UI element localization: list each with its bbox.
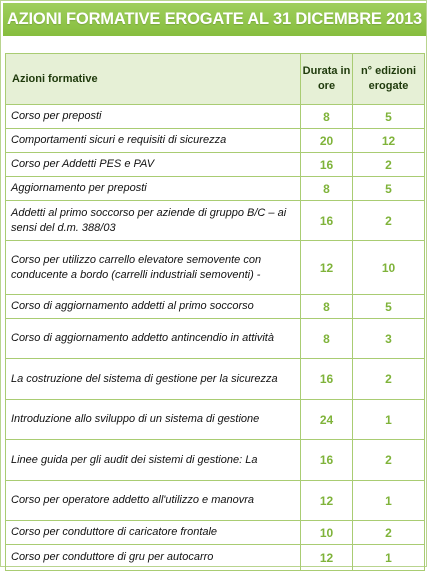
course-editions: 2 (353, 359, 425, 400)
course-name: Corso per preposti (6, 105, 301, 129)
course-hours: 10 (301, 521, 353, 545)
course-name: Comportamenti sicuri e requisiti di sicurezza (6, 129, 301, 153)
table-row (6, 201, 425, 241)
course-editions: 2 (353, 440, 425, 481)
course-editions: 2 (353, 521, 425, 545)
course-editions: 2 (353, 153, 425, 177)
course-hours: 8 (301, 319, 353, 359)
course-editions: 5 (353, 105, 425, 129)
course-editions: 12 (353, 129, 425, 153)
course-hours: 16 (301, 359, 353, 400)
course-name: Introduzione allo sviluppo di un sistema di gestione (6, 400, 301, 440)
title-banner (3, 3, 426, 36)
column-header-actions: Azioni formative (6, 54, 301, 105)
course-editions: 2 (353, 201, 425, 241)
table-row (6, 129, 425, 153)
page-title: AZIONI FORMATIVE EROGATE AL 31 DICEMBRE 2013 (6, 10, 423, 28)
course-hours: 16 (301, 201, 353, 241)
course-editions: 1 (353, 400, 425, 440)
course-hours: 16 (301, 153, 353, 177)
table-header-row (6, 54, 425, 105)
course-hours: 20 (301, 129, 353, 153)
table-row (6, 177, 425, 201)
course-name: Aggiornamento per preposti (6, 177, 301, 201)
course-editions: 5 (353, 295, 425, 319)
column-header-duration: Durata in ore (301, 54, 353, 105)
course-hours: 12 (301, 481, 353, 521)
course-name: Corso di aggiornamento addetti al primo soccorso (6, 295, 301, 319)
course-hours: 8 (301, 105, 353, 129)
table-row (6, 153, 425, 177)
course-hours: 12 (301, 241, 353, 295)
table-row (6, 241, 425, 295)
table-row (6, 481, 425, 521)
course-name: Linee guida per gli audit dei sistemi di gestione: La (6, 440, 301, 481)
course-editions: 3 (353, 319, 425, 359)
table-row (6, 521, 425, 545)
table-row (6, 295, 425, 319)
column-header-editions: n° edizioni erogate (353, 54, 425, 105)
course-hours: 12 (301, 545, 353, 571)
course-editions: 1 (353, 545, 425, 571)
table-row (6, 400, 425, 440)
course-hours: 24 (301, 400, 353, 440)
table-row (6, 359, 425, 400)
table-row (6, 319, 425, 359)
course-name: Corso per utilizzo carrello elevatore semovente con conducente a bordo (carrelli industriali semoventi) - (6, 241, 301, 295)
course-hours: 8 (301, 295, 353, 319)
course-editions: 5 (353, 177, 425, 201)
course-name: Corso per operatore addetto all'utilizzo e manovra (6, 481, 301, 521)
course-name: Corso per conduttore di gru per autocarro (6, 545, 301, 571)
course-name: Corso di aggiornamento addetto antincendio in attività (6, 319, 301, 359)
course-editions: 10 (353, 241, 425, 295)
course-name: Corso per conduttore di caricatore frontale (6, 521, 301, 545)
course-editions: 1 (353, 481, 425, 521)
table-row (6, 440, 425, 481)
course-name: Addetti al primo soccorso per aziende di gruppo B/C – ai sensi del d.m. 388/03 (6, 201, 301, 241)
course-name: Corso per Addetti PES e PAV (6, 153, 301, 177)
training-table (5, 53, 425, 571)
table-row (6, 105, 425, 129)
course-hours: 16 (301, 440, 353, 481)
course-name: La costruzione del sistema di gestione per la sicurezza (6, 359, 301, 400)
course-hours: 8 (301, 177, 353, 201)
